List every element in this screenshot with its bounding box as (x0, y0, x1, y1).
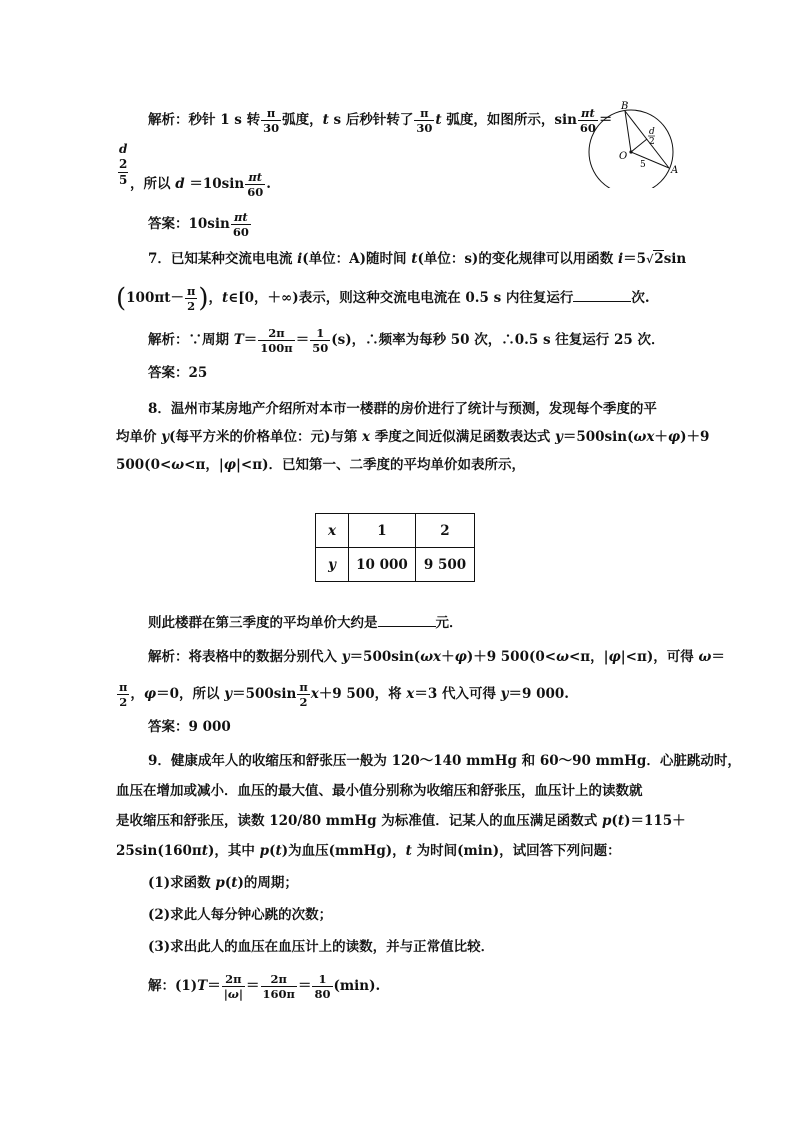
fraction: $\frac{\pi t}{60}$ (232, 210, 249, 239)
p6-answer: 答案：10sin $\frac{\pi t}{60}$ (148, 210, 249, 239)
table-cell: 2 (416, 514, 475, 548)
clock-figure (585, 98, 715, 188)
fraction: $\frac{\pi}{30}$ (416, 106, 433, 135)
label-O: O (619, 151, 628, 162)
p9-subquestion-2: (2)求此人每分钟心跳的次数； (148, 907, 333, 923)
p8-question-blank: 则此楼群在第三季度的平均单价大约是 元． (148, 612, 463, 634)
fraction: $\frac{2\pi}{160\pi}$ (262, 972, 295, 1001)
p8-solution-line1: 解析：将表格中的数据分别代入 y＝500sin(ωx＋φ)＋9 500(0<ω<π，|φ|<π)，可得 ω＝ (148, 649, 725, 665)
p6-solution-line2: ，所以 d ＝10sin $\frac{\pi t}{60}$ . (130, 170, 271, 199)
p9-question-line3: 是收缩压和舒张压，读数 120/80 mmHg 为标准值．记某人的血压满足函数式 p(t)＝115＋ (116, 813, 686, 829)
fraction: $\frac{1}{80}$ (314, 972, 331, 1001)
fraction: $\frac{1}{50}$ (312, 326, 329, 355)
label-A: A (671, 165, 679, 176)
fraction: $\frac{2\pi}{100\pi}$ (260, 326, 293, 355)
table-cell: 10 000 (349, 548, 416, 582)
p9-question-line1: 9．健康成年人的收缩压和舒张压一般为 120～140 mmHg 和 60～90 mmHg．心脏跳动时， (148, 753, 741, 769)
label-B: B (621, 101, 629, 112)
answer-blank[interactable] (573, 287, 631, 302)
p8-question-line2: 均单价 y(每平方米的价格单位：元)与第 x 季度之间近似满足函数表达式 y＝500sin(ωx＋φ)＋9 (116, 429, 710, 445)
price-table (315, 513, 475, 582)
table-cell: 9 500 (416, 548, 475, 582)
p7-question-line1: 7．已知某种交流电电流 i(单位：A)随时间 t(单位：s)的变化规律可以用函数 i＝5√2sin (148, 251, 687, 267)
p9-question-line4: 25sin(160πt)，其中 p(t)为血压(mmHg)，t 为时间(min)，试回答下列问题： (116, 843, 621, 859)
p7-solution: 解析：∵周期 T＝ $\frac{2\pi}{100\pi}$ ＝ $\frac{1}{50}$ (s)，∴频率为每秒 50 次，∴0.5 s 往复运行 25 次． (148, 326, 665, 355)
center-point (629, 150, 632, 153)
fraction: $\frac{\pi}{2}$ (186, 284, 196, 313)
answer-blank[interactable] (378, 612, 436, 627)
p9-solution-1: 解：(1)T＝ $\frac{2\pi}{|\omega|}$ ＝ $\frac{2\pi}{160\pi}$ ＝ $\frac{1}{80}$ (min). (148, 972, 381, 1001)
table-cell: x (316, 514, 349, 548)
table-row (316, 548, 475, 582)
p9-question-line2: 血压在增加或减小．血压的最大值、最小值分别称为收缩压和舒张压，血压计上的读数就 (116, 783, 643, 799)
p8-answer: 答案：9 000 (148, 719, 231, 735)
label-2: 2 (649, 137, 655, 147)
bisector (631, 139, 647, 152)
nested-fraction: d 2 5 (118, 142, 128, 187)
p8-question-line3: 500(0<ω<π，|φ|<π)．已知第一、二季度的平均单价如表所示， (116, 457, 525, 473)
p9-subquestion-1: (1)求函数 p(t)的周期； (148, 875, 298, 891)
p8-solution-line2: $\frac{\pi}{2}$ ，φ＝0，所以 y＝500sin $\frac{\pi}{2}$ x＋9 500，将 x＝3 代入可得 y＝9 000. (119, 680, 569, 709)
p8-question-line1: 8．温州市某房地产介绍所对本市一楼群的房价进行了统计与预测，发现每个季度的平 (148, 401, 657, 417)
fraction: $\frac{\pi t}{60}$ (247, 170, 264, 199)
p7-question-line2: (100πt－ $\frac{\pi}{2}$ )，t∈[0，＋∞)表示，则这种交流电电流在 0.5 s 内往复运行 次. (116, 283, 650, 314)
label-d: d (649, 127, 655, 137)
fraction: $\frac{\pi}{30}$ (263, 106, 280, 135)
table-row (316, 514, 475, 548)
p7-answer: 答案：25 (148, 365, 208, 381)
fraction: $\frac{\pi t}{60}$ (579, 106, 596, 135)
p9-subquestion-3: (3)求出此人的血压在血压计上的读数，并与正常值比较． (148, 939, 495, 955)
table-cell: 1 (349, 514, 416, 548)
table-cell: y (316, 548, 349, 582)
fraction: $\frac{\pi}{2}$ (299, 680, 308, 709)
label-5: 5 (640, 160, 646, 170)
fraction: $\frac{\pi}{2}$ (119, 680, 128, 709)
fraction: $\frac{2\pi}{|\omega|}$ (223, 972, 244, 1001)
p6-solution-line1: 解析：秒针 1 s 转 $\frac{\pi}{30}$ 弧度，t s 后秒针转了 $\frac{\pi}{30}$ t 弧度，如图所示，sin $\frac{\pi t}{60}$ ＝ (148, 106, 613, 135)
